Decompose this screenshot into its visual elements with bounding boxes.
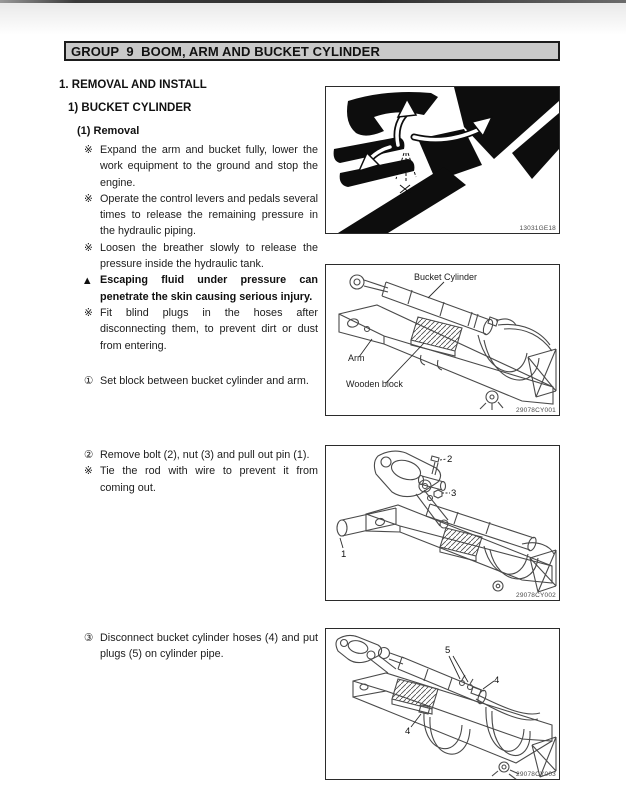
- note-item: [84, 463, 318, 496]
- note-text: Loosen the breather slowly to release the pressure inside the hydraulic tank.: [100, 241, 318, 271]
- figure-escaping-fluid-pictogram: [325, 86, 560, 234]
- scan-tint: [0, 3, 626, 35]
- label-wooden-block: Wooden block: [346, 379, 403, 389]
- note-text: Operate the control levers and pedals several times to release the remaining pressure in the hydraulic piping.: [100, 192, 318, 238]
- section-title: 1. REMOVAL AND INSTALL: [59, 79, 207, 91]
- step-number-icon: ①: [84, 375, 94, 387]
- step-text: Disconnect bucket cylinder hoses (4) and put plugs (5) on cylinder pipe.: [100, 632, 318, 661]
- callout-4-left: 4: [405, 726, 411, 737]
- subsection-title: 1) BUCKET CYLINDER: [68, 102, 192, 114]
- step-item: [84, 447, 318, 463]
- note-text: Expand the arm and bucket fully, lower the work equipment to the ground and stop the engine.: [100, 144, 318, 189]
- note-marker-icon: ※: [84, 192, 93, 205]
- figure-wooden-block-setup: [325, 264, 560, 416]
- label-arm: Arm: [348, 353, 365, 363]
- step-block-1: [84, 373, 318, 389]
- callout-3: 3: [451, 488, 457, 499]
- hose-disconnect-illustration: [326, 629, 559, 779]
- figure-code: 29078CY003: [516, 771, 556, 778]
- figure-code: 29078CY002: [516, 592, 556, 599]
- note-marker-icon: ※: [84, 306, 93, 319]
- label-bucket-cylinder: Bucket Cylinder: [414, 272, 478, 282]
- notes-block: [84, 142, 318, 354]
- procedure-title: (1) Removal: [77, 125, 140, 137]
- step-number-icon: ③: [84, 632, 94, 644]
- callout-2: 2: [447, 454, 453, 465]
- figure-code: 29078CY001: [516, 407, 556, 414]
- note-marker-icon: ※: [84, 144, 93, 156]
- note-item: [84, 191, 318, 240]
- callout-1: 1: [341, 549, 347, 560]
- warning-note: [84, 272, 318, 305]
- callout-5: 5: [445, 645, 451, 656]
- note-text: Tie the rod with wire to prevent it from coming out.: [100, 465, 318, 494]
- escaping-fluid-illustration: [326, 87, 559, 233]
- step-item: [84, 630, 318, 663]
- note-marker-icon: ※: [84, 241, 93, 254]
- figure-hose-disconnect: [325, 628, 560, 780]
- figure-pin-removal: [325, 445, 560, 601]
- figure-code: 13031GE18: [519, 225, 556, 232]
- step-text: Set block between bucket cylinder and arm.: [100, 375, 309, 387]
- callout-4-right: 4: [494, 675, 500, 686]
- pin-removal-illustration: [326, 446, 559, 600]
- step-block-2: [84, 447, 318, 496]
- step-block-3: [84, 630, 318, 663]
- step-item: [84, 373, 318, 389]
- note-marker-icon: ※: [84, 465, 93, 478]
- step-number-icon: ②: [84, 449, 94, 461]
- group-title: GROUP 9 BOOM, ARM AND BUCKET CYLINDER: [71, 43, 380, 59]
- note-text: Fit blind plugs in the hoses after disconnecting them, to prevent dirt or dust from entering.: [100, 306, 318, 352]
- block-setup-illustration: [326, 265, 559, 415]
- note-item: [84, 142, 318, 191]
- step-text: Remove bolt (2), nut (3) and pull out pin (1).: [100, 449, 310, 461]
- group-title-bar: [64, 41, 560, 61]
- warning-text: Escaping fluid under pressure can penetrate the skin causing serious injury.: [100, 274, 318, 303]
- note-item: [84, 240, 318, 273]
- note-item: [84, 305, 318, 354]
- warning-triangle-icon: ▲: [84, 276, 91, 287]
